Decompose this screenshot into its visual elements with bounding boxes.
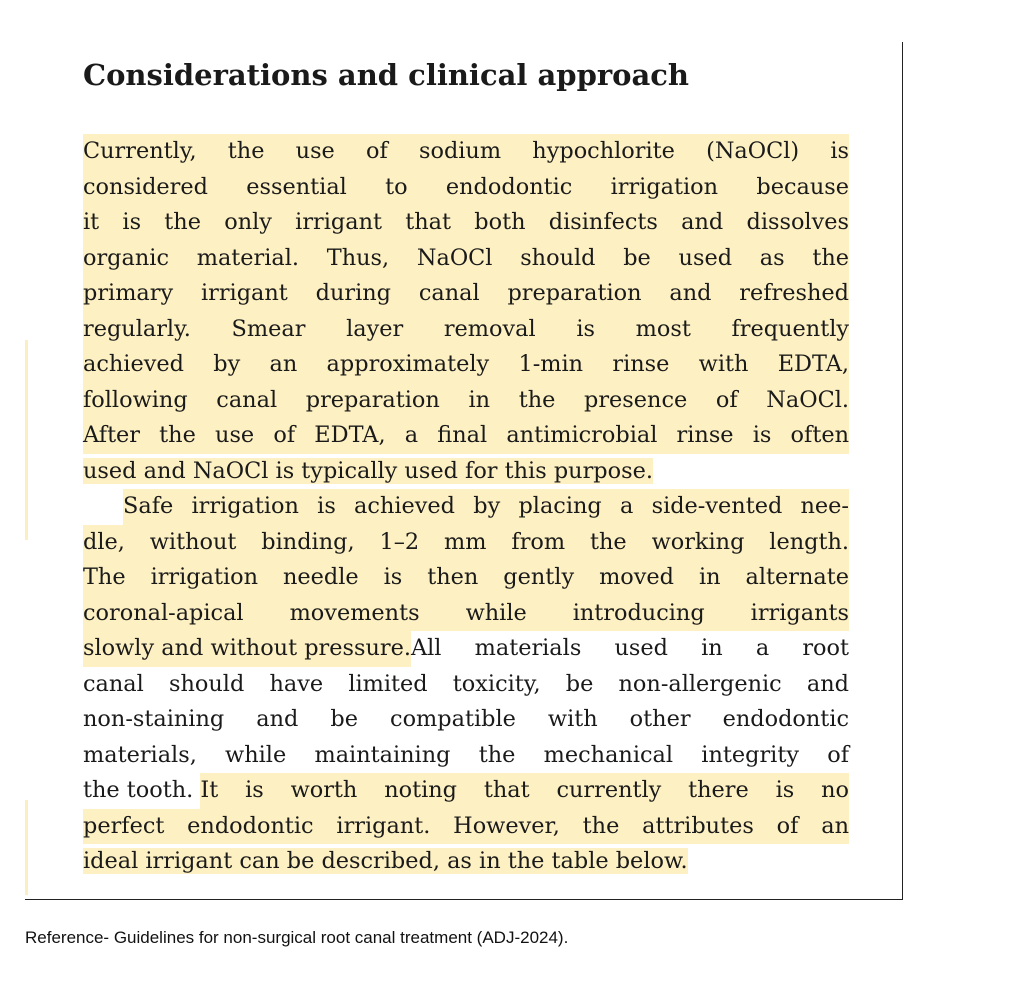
plain-text: the tooth.: [83, 777, 201, 803]
paragraph-line: primary irrigant during canal preparation and refreshed: [83, 276, 849, 312]
paragraph-line: Currently, the use of sodium hypochlorite (NaOCl) is: [83, 134, 849, 170]
highlighted-text: slowly and without pressure.: [83, 631, 411, 667]
paragraph-line: canal should have limited toxicity, be non-allergenic and: [83, 670, 849, 697]
section-heading: Considerations and clinical approach: [83, 58, 690, 92]
paragraph-line: The irrigation needle is then gently moved in alternate: [83, 560, 849, 596]
paragraph-line: coronal-apical movements while introducing irrigants: [83, 596, 849, 632]
plain-text: All materials used in a root: [410, 635, 849, 661]
paragraph-line: [83, 454, 849, 490]
paragraph-line: [83, 773, 849, 809]
paragraph-line: organic material. Thus, NaOCl should be used as the: [83, 241, 849, 277]
paragraph-line: dle, without binding, 1–2 mm from the working length.: [83, 525, 849, 561]
paragraph-line: considered essential to endodontic irrigation because: [83, 170, 849, 206]
paragraph-line: regularly. Smear layer removal is most frequently: [83, 312, 849, 348]
paragraph-line: After the use of EDTA, a final antimicrobial rinse is often: [83, 418, 849, 454]
paragraph-line: perfect endodontic irrigant. However, the attributes of an: [83, 809, 849, 845]
margin-highlight-mark: [25, 340, 28, 540]
paragraph-line: non-staining and be compatible with other endodontic: [83, 706, 849, 732]
highlighted-text: ideal irrigant can be described, as in the table below.: [83, 848, 688, 874]
paragraph-line: following canal preparation in the presence of NaOCl.: [83, 383, 849, 419]
reference-caption: Reference- Guidelines for non-surgical root canal treatment (ADJ-2024).: [25, 928, 569, 947]
paragraph-line: [83, 631, 849, 667]
paragraph-line: Safe irrigation is achieved by placing a side-vented nee-: [123, 489, 849, 525]
highlighted-text: It is worth noting that currently there is no: [200, 773, 849, 809]
margin-highlight-mark: [25, 800, 28, 895]
highlighted-text: used and NaOCl is typically used for this purpose.: [83, 457, 653, 484]
paragraph-line: it is the only irrigant that both disinfects and dissolves: [83, 205, 849, 241]
paragraph-line: materials, while maintaining the mechanical integrity of: [83, 741, 849, 768]
paragraph-line: [83, 844, 849, 880]
paragraph-line: achieved by an approximately 1-min rinse with EDTA,: [83, 347, 849, 383]
